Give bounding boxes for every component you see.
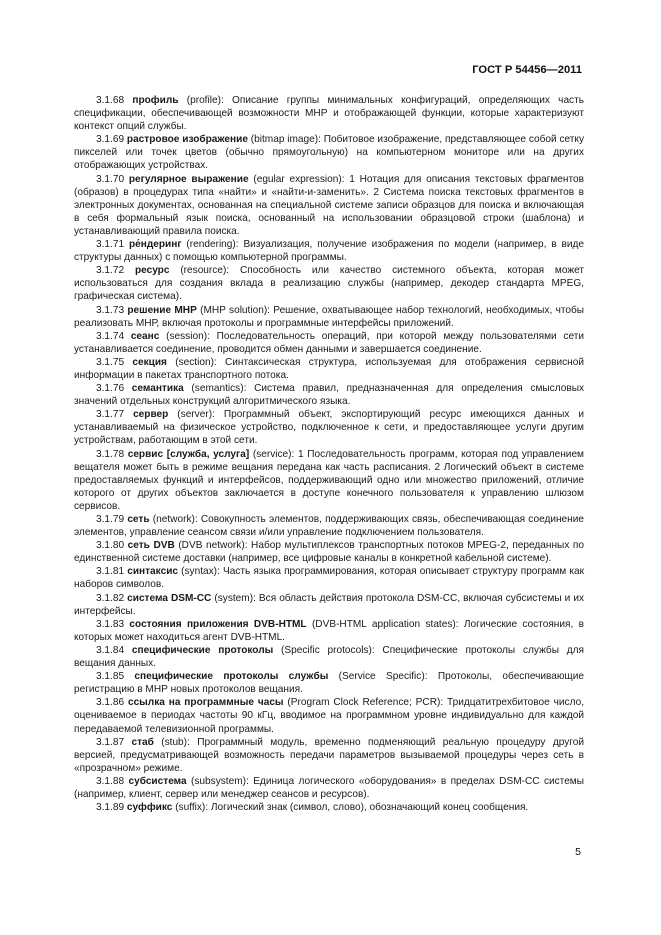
entry-number: 3.1.76 xyxy=(96,383,125,395)
entry-term: синтаксис xyxy=(127,566,179,578)
entry-definition: (Specific protocols): Специфические протоколы службы для вещания данных. xyxy=(74,644,584,670)
definition-entry xyxy=(74,618,584,644)
entry-definition: (system): Вся область действия протокола DSM-CC, включая субсистемы и их интерфейсы. xyxy=(74,592,585,617)
definition-entry xyxy=(74,133,584,172)
entry-number: 3.1.82 xyxy=(96,592,125,604)
definition-entry xyxy=(74,513,584,539)
entry-term: растровое изображение xyxy=(126,134,248,146)
entry-number: 3.1.75 xyxy=(96,356,125,368)
entry-term: субсистема xyxy=(128,775,187,787)
definition-entry xyxy=(74,238,584,264)
entry-term: сеть xyxy=(127,514,150,525)
entry-number: 3.1.83 xyxy=(96,618,125,630)
entry-term: ресурс xyxy=(134,265,170,277)
entry-definition: (service): 1 Последовательность программ, которая под управлением вещателя может быть в режиме вещания передана как часть расписания. 2 Логический объект в системе предоставляемых функций и интерфейсов, поддерживающий одно или множество приложений, отличие которого от других объектов заключается в доступе конечного пользователя к управлению шлюзом сервисов. xyxy=(74,448,584,512)
entry-number: 3.1.88 xyxy=(96,775,125,787)
entry-number: 3.1.70 xyxy=(96,173,125,185)
entry-term: сервер xyxy=(133,409,169,421)
definition-entry xyxy=(74,448,584,513)
definition-entry xyxy=(74,356,584,382)
entry-definition: (Program Clock Reference; PCR): Тридцатитрехбитовое число, оцениваемое в периодах частоты 90 кГц, вводимое на программном уровне индивидуально для каждой передаваемой телевизионной программы. xyxy=(74,697,585,735)
entry-term: сервис [служба, услуга] xyxy=(127,448,250,460)
entry-term: профиль xyxy=(132,95,179,106)
definition-entry xyxy=(74,696,584,735)
entry-definition: (DVB-HTML application states): Логические состояния, в которых может находиться агент DVB-HTML. xyxy=(74,618,584,643)
entry-number: 3.1.72 xyxy=(96,265,125,277)
definition-entry xyxy=(74,330,584,356)
entry-number: 3.1.84 xyxy=(96,644,125,656)
entry-definition: (bitmap image): Побитовое изображение, представляющее собой сетку пикселей или точек цветов (обычно прямоугольную) на компьютерном мониторе или на других отображающих устройствах. xyxy=(74,134,584,172)
page-number: 5 xyxy=(575,846,581,858)
entry-number: 3.1.73 xyxy=(96,304,125,316)
definition-entry xyxy=(74,565,584,591)
entry-term: регулярное выражение xyxy=(128,173,249,185)
entry-definition: (suffix): Логический знак (символ, слово), обозначающий конец сообщения. xyxy=(172,802,529,814)
definition-entry xyxy=(74,592,584,618)
definition-entry xyxy=(74,539,584,565)
entry-number: 3.1.81 xyxy=(96,566,125,578)
definition-entry xyxy=(74,173,584,238)
entry-number: 3.1.87 xyxy=(96,736,125,748)
entry-definition: (Service Specific): Протоколы, обеспечивающие регистрацию в МНР новых протоколов вещания. xyxy=(74,671,584,696)
entry-definition: (resource): Способность или качество системного объекта, которая может использоваться для создания вклада в реализацию службы (например, декодер стандарта MPEG, графическая система). xyxy=(74,265,585,303)
definition-entry xyxy=(74,736,584,775)
definition-entry xyxy=(74,304,584,330)
definition-entry xyxy=(74,264,584,303)
entry-term: система DSM-CC xyxy=(127,592,212,604)
entry-number: 3.1.80 xyxy=(96,540,125,552)
definition-entry xyxy=(74,382,584,408)
entry-term: суффикс xyxy=(126,802,173,814)
entry-definition: (subsystem): Единица логического «оборудования» в пределах DSM-CC системы (например, клиент, сервер или менеджер сеансов и ресурсов). xyxy=(74,775,584,800)
entry-definition: (syntax): Часть языка программирования, которая описывает структуру программ как наборов символов. xyxy=(74,566,584,591)
entry-term: специфические протоколы xyxy=(131,644,274,656)
definition-entry xyxy=(74,670,584,696)
entry-number: 3.1.79 xyxy=(96,514,125,525)
entry-number: 3.1.71 xyxy=(96,239,125,251)
entry-definition: (network): Совокупность элементов, поддерживающих связь, обеспечивающая соединение элементов, управление сеансом связи и/или управление подключением пользователя. xyxy=(74,514,585,539)
entry-definition: (profile): Описание группы минимальных конфигураций, определяющих часть спецификации, обеспечивающей возможности МНР и отображающей функции, которые характеризуют контекст опций службы. xyxy=(74,95,584,133)
definition-entry xyxy=(74,94,584,133)
definition-entry xyxy=(74,644,584,670)
entry-definition: (section): Синтаксическая структура, используемая для отображения сервисной информации в пакетах транспортного потока. xyxy=(74,356,585,381)
entry-number: 3.1.69 xyxy=(96,134,125,146)
entry-term: секция xyxy=(132,356,167,368)
entry-term: семантика xyxy=(131,383,184,395)
entry-definition: (MHP solution): Решение, охватывающее набор технологий, необходимых, чтобы реализовать МНР, включая протоколы и программные интерфейсы приложений. xyxy=(74,304,584,329)
entry-number: 3.1.77 xyxy=(96,409,125,421)
entry-definition: (DVB network): Набор мультиплексов транспортных потоков MPEG-2, переданных по единственной системе доставки (например, все цифровые каналы в конкретной кабельной системе). xyxy=(74,540,584,565)
entry-definition: (stub): Программный модуль, временно подменяющий реальную процедуру другой версией, предусматривающей возможность передачи параметров вызываемой процедуры через сеть в «прозрачном» режиме. xyxy=(74,736,584,774)
entry-term: стаб xyxy=(131,736,154,748)
entry-definition: (semantics): Система правил, предназначенная для определения смысловых значений отдельных конструкций алгоритмического языка. xyxy=(74,383,584,408)
entry-definition: (egular expression): 1 Нотация для описания текстовых фрагментов (образов) в процедурах типа «найти» и «найти-и-заменить». 2 Система поиска текстовых фрагментов в электронных документах, основанная на специальной системе записи образцов для поиска и включающая в себя формальный язык поиска, основанный на использовании образцовой строки (шаблона) и устанавливающий правила поиска. xyxy=(74,173,584,237)
entry-number: 3.1.68 xyxy=(96,95,125,106)
terms-list xyxy=(74,94,584,814)
entry-term: сеанс xyxy=(130,330,160,342)
entry-definition: (rendering): Визуализация, получение изображения по модели (например, в виде структуры данных) с помощью компьютерной программы. xyxy=(74,239,584,264)
entry-number: 3.1.74 xyxy=(96,330,125,342)
entry-term: решение МНР xyxy=(127,304,197,316)
definition-entry xyxy=(74,408,584,447)
entry-number: 3.1.86 xyxy=(96,697,125,709)
entry-term: ре́ндеринг xyxy=(128,239,182,251)
entry-definition: (session): Последовательность операций, при которой между пользователями сети устанавливается соединение, проводится обмен данными и завершается соединение. xyxy=(74,330,584,355)
entry-number: 3.1.89 xyxy=(96,802,125,814)
entry-number: 3.1.85 xyxy=(96,671,125,683)
entry-definition: (server): Программный объект, экспортирующий ресурс имеющихся данных и устанавливаемый на физическое устройство, подключенное к сети, и предоставляющее услуги другим устройствам, работающим в этой сети. xyxy=(74,409,584,447)
entry-term: состояния приложения DVB-HTML xyxy=(129,618,307,630)
entry-term: специфические протоколы службы xyxy=(134,671,329,683)
definition-entry xyxy=(74,775,584,801)
entry-term: ссылка на программные часы xyxy=(127,697,284,709)
entry-number: 3.1.78 xyxy=(96,448,125,460)
entry-term: сеть DVB xyxy=(127,540,175,552)
definition-entry xyxy=(74,801,584,814)
standard-header: ГОСТ Р 54456—2011 xyxy=(472,64,582,76)
